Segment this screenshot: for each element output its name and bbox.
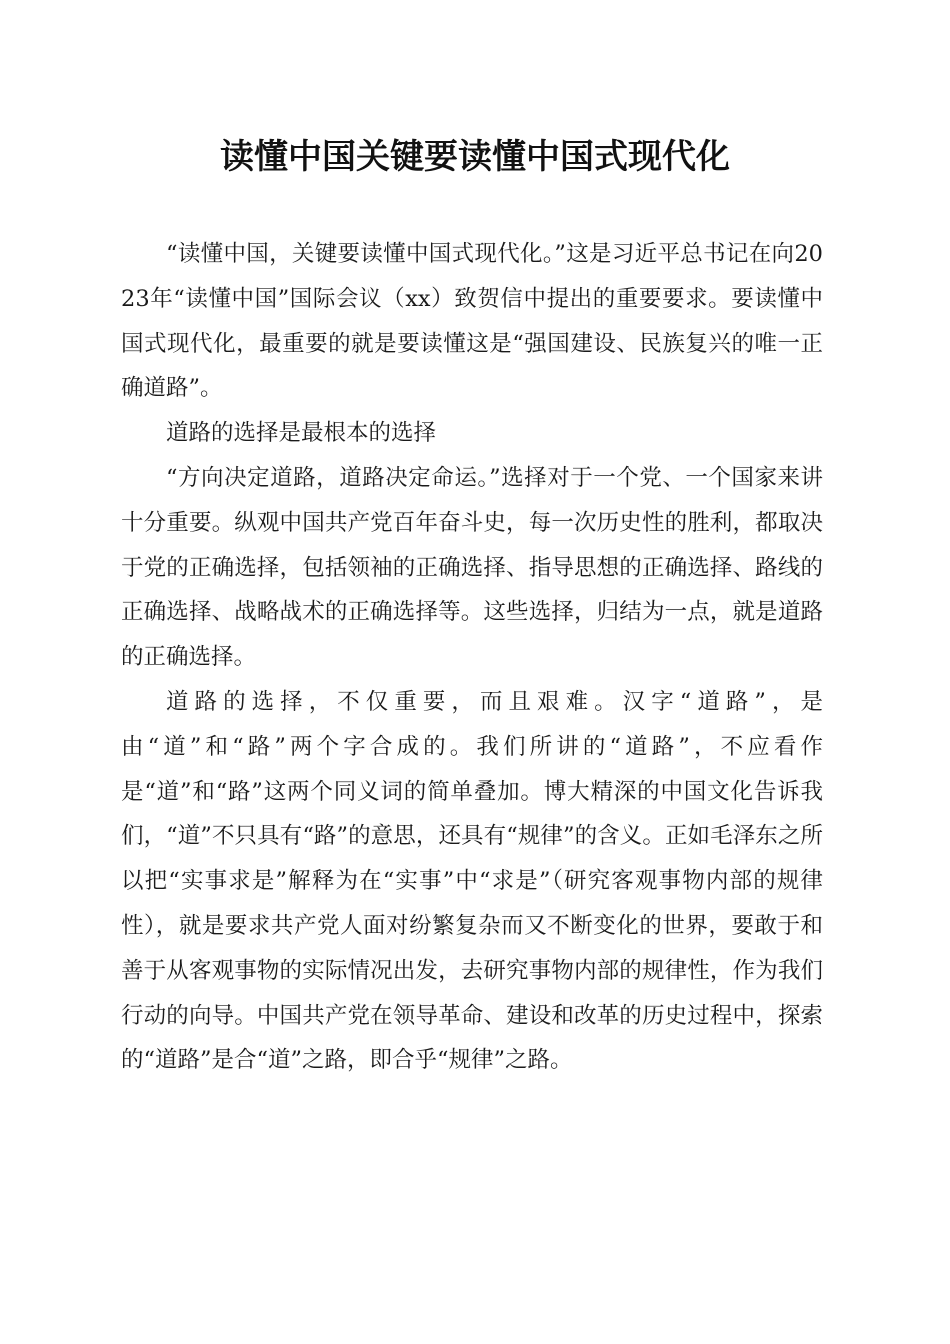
paragraph-choice: “方向决定道路，道路决定命运。”选择对于一个党、一个国家来讲十分重要。纵观中国共产党百年奋斗史，每一次历史性的胜利，都取决于党的正确选择，包括领袖的正确选择、指导思想的正确选择、路线的正确选择、战略战术的正确选择等。这些选择，归结为一点，就是道路的正确选择。 bbox=[121, 464, 823, 671]
section-heading: 道路的选择是最根本的选择 bbox=[166, 420, 437, 447]
paragraph-intro: “读懂中国，关键要读懂中国式现代化。”这是习近平总书记在向2023年“读懂中国”国际会议（xx）致贺信中提出的重要要求。要读懂中国式现代化，最重要的就是要读懂这是“强国建设、民族复兴的唯一正确道路”。 bbox=[121, 241, 823, 402]
paragraph-road: 道路的选择，不仅重要，而且艰难。汉字“道路”，是由“道”和“路”两个字合成的。我们所讲的“道路”，不应看作是“道”和“路”这两个同义词的简单叠加。博大精深的中国文化告诉我们，“道”不只具有“路”的意思，还具有“规律”的含义。正如毛泽东之所以把“实事求是”解释为在“实事”中“求是”（研究客观事物内部的规律性），就是要求共产党人面对纷繁复杂而又不断变化的世界，要敢于和善于从客观事物的实际情况出发，去研究事物内部的规律性，作为我们行动的向导。中国共产党在领导革命、建设和改革的历史过程中，探索的“道路”是合“道”之路，即合乎“规律”之路。 bbox=[121, 688, 823, 1074]
document-title: 读懂中国关键要读懂中国式现代化 bbox=[220, 137, 730, 177]
document-body bbox=[121, 232, 823, 1083]
